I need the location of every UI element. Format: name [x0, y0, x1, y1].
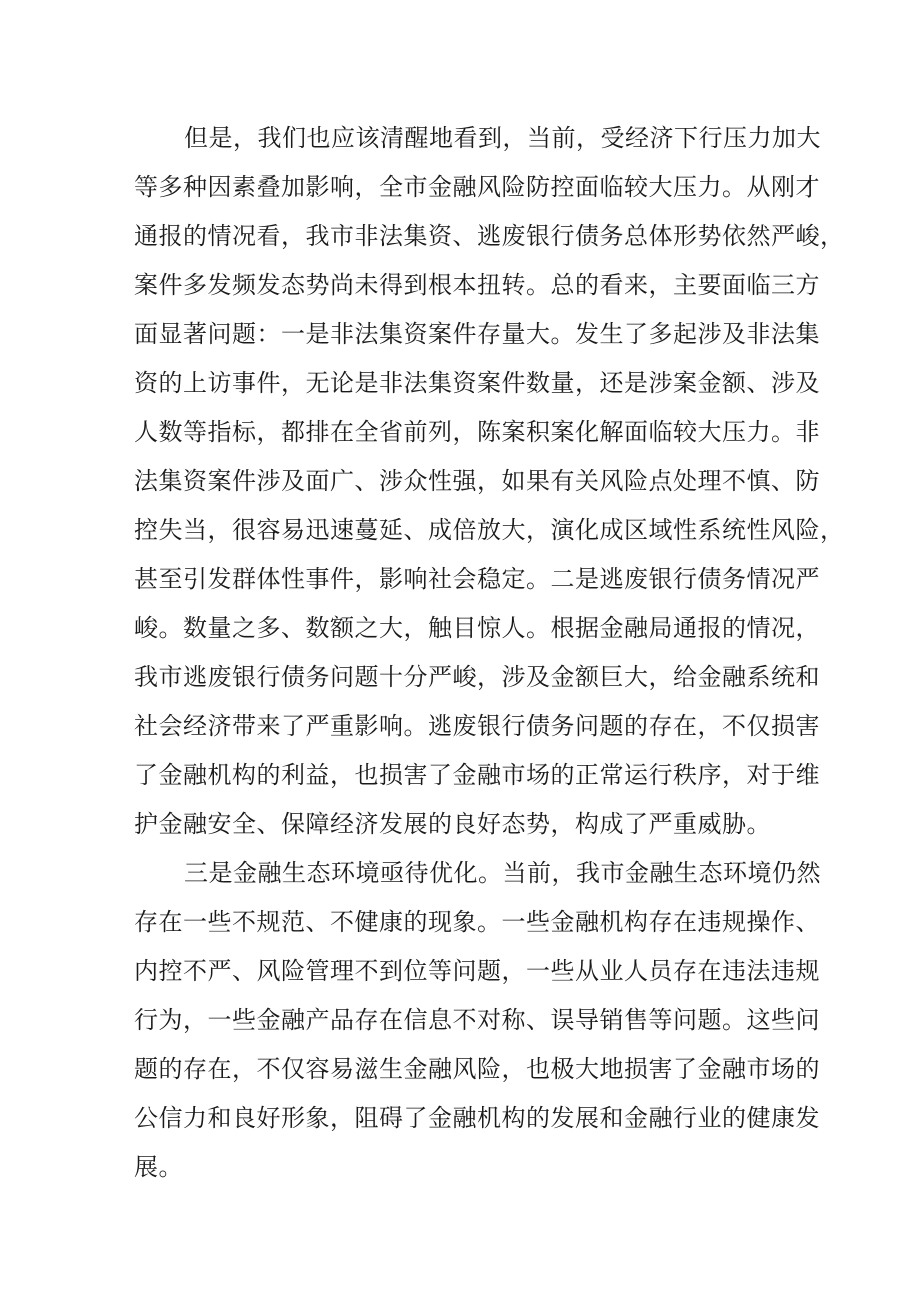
- text-line: 控失当，很容易迅速蔓延、成倍放大，演化成区域性系统性风险，: [134, 516, 845, 544]
- text-line: 三是金融生态环境亟待优化。当前，我市金融生态环境仍然: [184, 859, 821, 887]
- text-line: 等多种因素叠加影响，全市金融风险防控面临较大压力。从刚才: [134, 173, 820, 201]
- text-line: 了金融机构的利益，也损害了金融市场的正常运行秩序，对于维: [134, 761, 820, 789]
- text-line: 存在一些不规范、不健康的现象。一些金融机构存在违规操作、: [134, 908, 820, 936]
- text-line: 展。: [134, 1153, 183, 1181]
- text-line: 护金融安全、保障经济发展的良好态势，构成了严重威胁。: [134, 810, 771, 838]
- text-line: 通报的情况看，我市非法集资、逃废银行债务总体形势依然严峻，: [134, 222, 845, 250]
- text-line: 但是，我们也应该清醒地看到，当前，受经济下行压力加大: [184, 124, 821, 152]
- paragraph-1: [134, 120, 845, 855]
- text-line: 面显著问题：一是非法集资案件存量大。发生了多起涉及非法集: [134, 320, 820, 348]
- text-line: 内控不严、风险管理不到位等问题，一些从业人员存在违法违规: [134, 957, 820, 985]
- text-line: 题的存在，不仅容易滋生金融风险，也极大地损害了金融市场的: [134, 1055, 820, 1083]
- text-line: 社会经济带来了严重影响。逃废银行债务问题的存在，不仅损害: [134, 712, 820, 740]
- paragraph-2: [134, 855, 821, 1198]
- text-line: 我市逃废银行债务问题十分严峻，涉及金额巨大，给金融系统和: [134, 663, 820, 691]
- text-line: 公信力和良好形象，阻碍了金融机构的发展和金融行业的健康发: [134, 1104, 820, 1132]
- text-line: 行为，一些金融产品存在信息不对称、误导销售等问题。这些问: [134, 1006, 820, 1034]
- text-line: 法集资案件涉及面广、涉众性强，如果有关风险点处理不慎、防: [134, 467, 820, 495]
- document-body: [134, 120, 845, 1198]
- text-line: 峻。数量之多、数额之大，触目惊人。根据金融局通报的情况，: [134, 614, 820, 642]
- text-line: 人数等指标，都排在全省前列，陈案积案化解面临较大压力。非: [134, 418, 820, 446]
- text-line: 案件多发频发态势尚未得到根本扭转。总的看来，主要面临三方: [134, 271, 820, 299]
- text-line: 资的上访事件，无论是非法集资案件数量，还是涉案金额、涉及: [134, 369, 820, 397]
- text-line: 甚至引发群体性事件，影响社会稳定。二是逃废银行债务情况严: [134, 565, 820, 593]
